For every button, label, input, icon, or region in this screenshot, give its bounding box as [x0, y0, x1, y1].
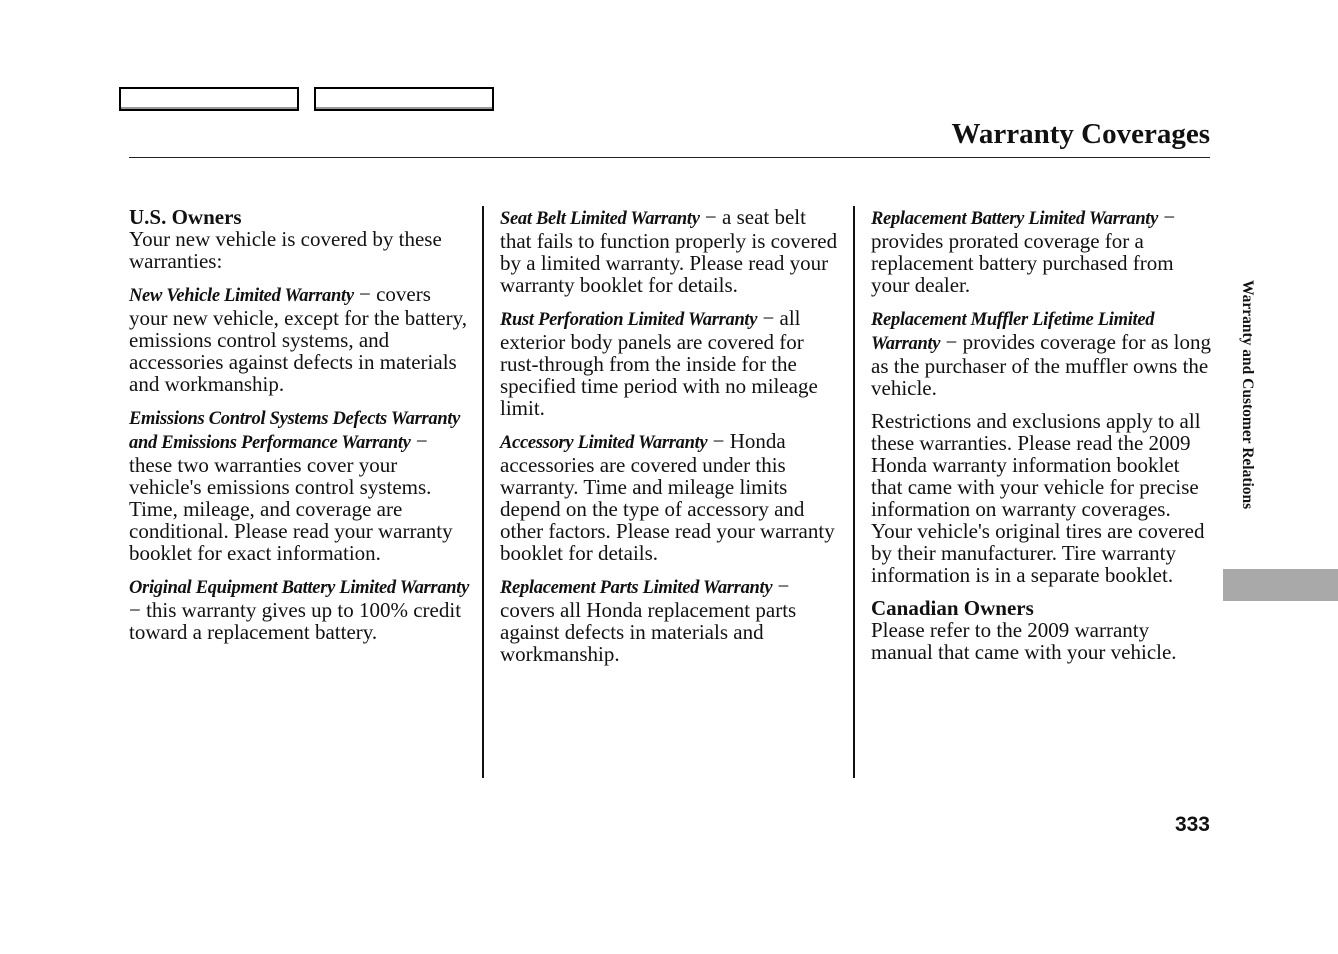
column-divider — [853, 206, 855, 778]
warranty-description: covers all Honda replacement parts against defects in materials and workmanship. — [500, 598, 797, 666]
canadian-owners-section — [871, 597, 1213, 663]
dash-separator: − — [940, 330, 963, 354]
dash-separator: − — [1158, 205, 1176, 229]
dash-separator: − — [699, 205, 722, 229]
warranty-item-seat-belt — [500, 206, 842, 296]
section-heading-canadian-owners: Canadian Owners — [871, 596, 1034, 620]
warranty-item-replacement-battery — [871, 206, 1213, 296]
warranty-item-muffler — [871, 307, 1213, 399]
warranty-name: New Vehicle Limited Warranty — [129, 286, 354, 306]
warranty-name: Accessory Limited Warranty — [500, 433, 708, 453]
warranty-description: these two warranties cover your vehicle's emissions control systems. Time, mileage, and coverage are conditional. Please read your warranty booklet for exact information. — [129, 453, 453, 565]
page-title: Warranty Coverages — [951, 118, 1210, 150]
warranty-name: Replacement Parts Limited Warranty — [500, 578, 773, 598]
warranty-name: Replacement Battery Limited Warranty — [871, 209, 1159, 229]
warranty-name: Emissions Control Systems Defects Warranty and Emissions Performance Warranty — [129, 409, 461, 453]
warranty-item-accessory — [500, 430, 842, 564]
dash-separator: − — [353, 282, 377, 306]
title-divider — [129, 157, 1210, 158]
warranty-description: Honda accessories are covered under this warranty. Time and mileage limits depend on the type of accessory and other factors. Please read your warranty booklet for details. — [500, 429, 835, 565]
section-heading-us-owners: U.S. Owners — [129, 205, 242, 229]
restrictions-paragraph: Restrictions and exclusions apply to all these warranties. Please read the 2009 Honda warranty information booklet that came with your vehicle for precise information on warranty coverages. Your vehicle's original tires are covered by their manufacturer. Tire warranty information is in a separate booklet. — [871, 409, 1205, 587]
dash-separator: − — [129, 598, 147, 622]
column-3 — [871, 206, 1213, 663]
warranty-item-new-vehicle — [129, 283, 471, 395]
warranty-name: Seat Belt Limited Warranty — [500, 209, 700, 229]
column-2 — [500, 206, 842, 665]
dash-separator: − — [707, 429, 730, 453]
warranty-name: Rust Perforation Limited Warranty — [500, 310, 758, 330]
warranty-item-replacement-parts — [500, 575, 842, 665]
warranty-item-emissions — [129, 406, 471, 564]
page-number: 333 — [1174, 813, 1210, 836]
dash-separator: − — [410, 429, 428, 453]
warranty-item-rust-perforation — [500, 307, 842, 419]
warranty-description: all exterior body panels are covered for rust-through from the inside for the specified time period with no mileage limit. — [500, 306, 818, 420]
us-owners-section — [129, 206, 471, 272]
warranty-description: provides coverage for as long as the purchaser of the muffler owns the vehicle. — [871, 330, 1211, 400]
warranty-name: Original Equipment Battery Limited Warranty — [129, 578, 470, 598]
paragraph-text: Please refer to the 2009 warranty manual that came with your vehicle. — [871, 618, 1177, 664]
warranty-item-original-battery — [129, 575, 471, 643]
dash-separator: − — [757, 306, 780, 330]
warranty-description: this warranty gives up to 100% credit toward a replacement battery. — [129, 598, 462, 644]
nav-button-1[interactable] — [119, 87, 299, 111]
section-tab-label: Warranty and Customer Relations — [1239, 280, 1256, 510]
warranty-description: a seat belt that fails to function properly is covered by a limited warranty. Please read your warranty booklet for details. — [500, 205, 838, 297]
paragraph-text: Your new vehicle is covered by these warranties: — [129, 227, 442, 273]
section-tab[interactable] — [1223, 569, 1338, 601]
warranty-name: Replacement Muffler Lifetime Limited Warranty — [871, 310, 1155, 354]
nav-button-2[interactable] — [314, 87, 494, 111]
column-divider — [482, 206, 484, 778]
column-1 — [129, 206, 471, 643]
warranty-description: covers your new vehicle, except for the battery, emissions control systems, and accessories against defects in materials and workmanship. — [129, 282, 467, 396]
warranty-description: provides prorated coverage for a replacement battery purchased from your dealer. — [871, 229, 1174, 297]
dash-separator: − — [772, 574, 790, 598]
